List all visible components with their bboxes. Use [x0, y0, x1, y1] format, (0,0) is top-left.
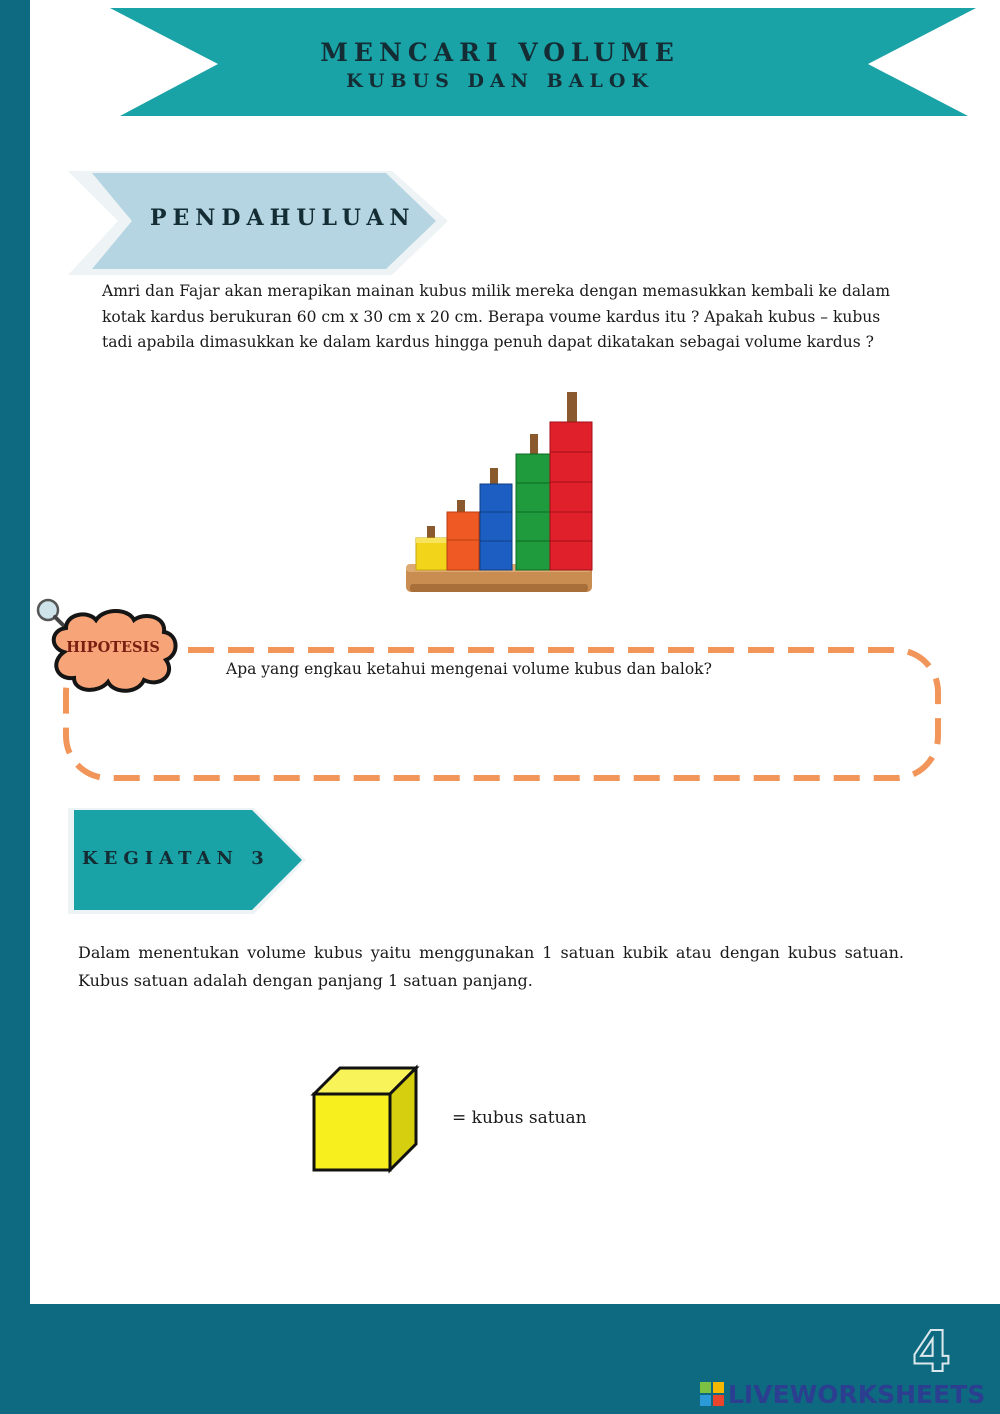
hipotesis-heading: HIPOTESIS — [66, 639, 160, 656]
liveworksheets-logo-icon — [700, 1382, 724, 1406]
left-decorative-bar — [0, 0, 30, 1414]
intro-paragraph: Amri dan Fajar akan merapikan mainan kubus milik mereka dengan memasukkan kembali ke dalam kotak kardus berukuran 60 cm x 30 cm x 20 cm. Berapa voume kardus itu ? Apakah kubus – kubus tadi apabila dimasukkan ke dalam kardus hingga penuh dapat dikatakan sebagai volume kardus ? — [102, 282, 891, 351]
page-subtitle: KUBUS DAN BALOK — [346, 70, 654, 92]
hipotesis-question: Apa yang engkau ketahui mengenai volume kubus dan balok? — [226, 660, 712, 678]
blue-block-column — [480, 484, 512, 570]
unit-cube-icon — [310, 1064, 424, 1176]
stacking-toy-illustration — [404, 388, 596, 600]
yellow-block-column — [416, 538, 448, 570]
green-block-column — [516, 454, 550, 570]
liveworksheets-watermark[interactable] — [700, 1378, 985, 1410]
activity-paragraph: Dalam menentukan volume kubus yaitu menggunakan 1 satuan kubik atau dengan kubus satuan. Kubus satuan adalah dengan panjang 1 satuan panjang. — [78, 943, 904, 990]
page-number: 4 — [912, 1320, 951, 1385]
kegiatan-heading: KEGIATAN 3 — [82, 848, 270, 869]
watermark-text: LIVEWORKSHEETS — [728, 1379, 986, 1409]
pendahuluan-heading: PENDAHULUAN — [150, 205, 416, 231]
orange-block-column — [447, 512, 479, 570]
unit-cube-legend: = kubus satuan — [452, 1108, 587, 1128]
page-title: MENCARI VOLUME — [320, 38, 680, 67]
red-block-column — [550, 422, 592, 570]
